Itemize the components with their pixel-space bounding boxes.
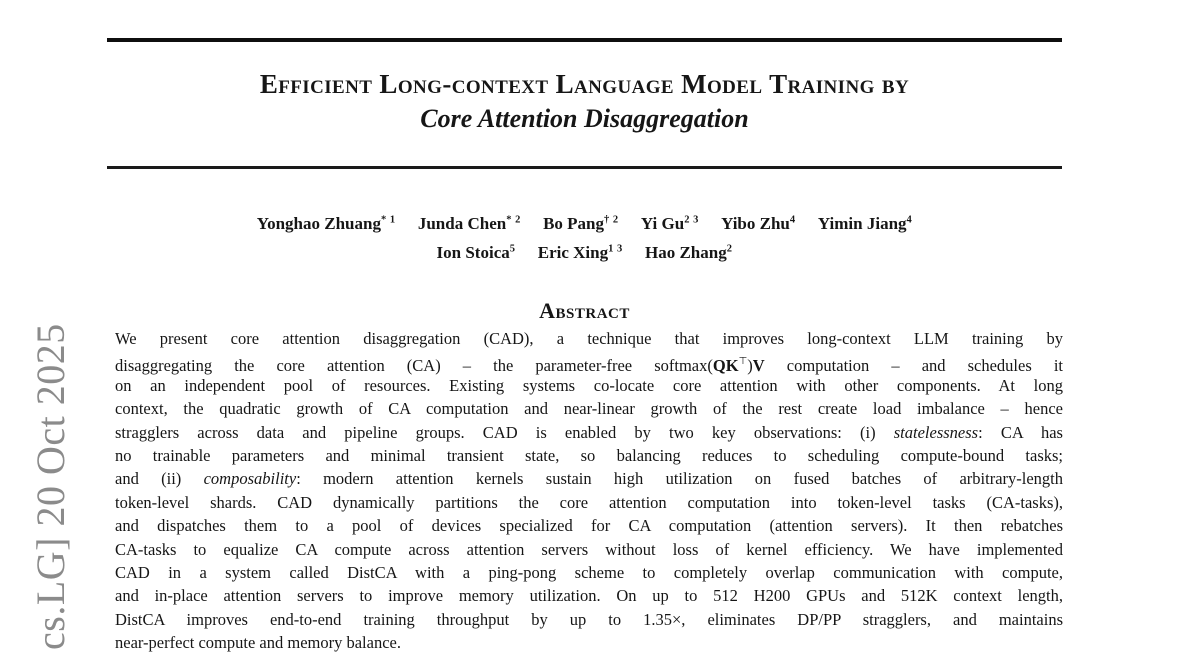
paper-title-line2: Core Attention Disaggregation: [420, 104, 749, 133]
author-affiliation-superscript: 4: [906, 214, 913, 225]
author: [721, 214, 796, 233]
author: [418, 214, 521, 233]
math-expression: ): [747, 356, 753, 376]
math-expression: softmax(: [654, 356, 713, 376]
abstract-line: [115, 350, 1064, 376]
author: [641, 214, 699, 233]
abstract-text-segment: no trainable parameters and minimal transient state, so balancing reduces to scheduling compute-bound tasks;: [115, 446, 1063, 466]
author-name: Yonghao Zhuang: [256, 213, 381, 233]
abstract-line: [115, 397, 1063, 420]
author-affiliation-superscript: * 1: [380, 214, 396, 225]
abstract-line: [115, 327, 1063, 350]
abstract-text-segment: near-perfect compute and memory balance.: [115, 633, 401, 653]
abstract-text-segment: CAD in a system called DistCA with a ping-pong scheme to completely overlap communication with compute,: [115, 563, 1063, 583]
author-affiliation-superscript: 4: [789, 214, 796, 225]
abstract-line: [115, 491, 1063, 514]
abstract-line: [115, 444, 1063, 467]
author: [538, 243, 623, 262]
title-rule-bottom: [107, 166, 1062, 169]
author-affiliation-superscript: * 2: [506, 214, 521, 225]
math-expression: V: [752, 356, 765, 376]
abstract-text-segment: token-level shards. CAD dynamically partitions the core attention computation into token-level tasks (CA-tasks),: [115, 492, 1063, 512]
abstract-text-segment: : CA has: [978, 422, 1063, 442]
abstract-line: [115, 374, 1063, 397]
author-affiliation-superscript: 2: [726, 243, 733, 255]
author: [818, 214, 912, 233]
abstract-text-segment: and in-place attention servers to improve memory utilization. On up to 512 H200 GPUs and 512K context length,: [115, 586, 1063, 606]
paper-title-line1: Efficient Long-context Language Model Training by: [259, 69, 910, 99]
abstract-text-segment: We present core attention disaggregation (CAD), a technique that improves long-context LLM training by: [115, 329, 1063, 348]
abstract-paragraph: [115, 327, 1063, 655]
abstract-line: [115, 421, 1063, 444]
abstract-line: [115, 467, 1063, 490]
author-name: Bo Pang: [543, 213, 605, 233]
abstract-text-segment: DistCA improves end-to-end training throughput by up to 1.35×, eliminates DP/PP stragglers, and maintains: [115, 609, 1063, 629]
author-name: Yi Gu: [640, 213, 685, 233]
abstract-text-segment: disaggregating the core attention (CA) – the parameter-free: [115, 356, 655, 376]
title-rule-top: [107, 38, 1062, 42]
author-affiliation-superscript: † 2: [604, 214, 619, 225]
author-row-1: [107, 207, 1062, 237]
author: [543, 214, 619, 233]
abstract-line: [115, 584, 1063, 607]
author: [645, 243, 732, 262]
abstract-text-segment: context, the quadratic growth of CA computation and near-linear growth of the rest create load imbalance – hence: [115, 399, 1063, 419]
abstract-text-segment: computation – and schedules it: [764, 356, 1064, 376]
abstract-text-segment-italic: composability: [203, 469, 297, 489]
author-affiliation-superscript: 1 3: [608, 243, 623, 255]
arxiv-watermark: cs.LG] 20 Oct 2025: [28, 323, 73, 650]
abstract-text-segment: CA-tasks to equalize CA compute across attention servers without loss of kernel efficiency. We have implemented: [115, 539, 1063, 559]
author-row-2: [107, 237, 1062, 267]
author: [437, 243, 516, 262]
abstract-line: [115, 514, 1063, 537]
abstract-text-segment: : modern attention kernels sustain high utilization on fused batches of arbitrary-length: [296, 469, 1064, 489]
author-name: Yimin Jiang: [817, 213, 907, 233]
abstract-text-segment: and dispatches them to a pool of devices specialized for CA computation (attention servers). It then rebatches: [115, 516, 1063, 536]
math-expression: QK: [712, 356, 739, 376]
author-name: Hao Zhang: [644, 243, 727, 262]
author-block: [107, 207, 1062, 266]
abstract-heading: Abstract: [539, 298, 630, 323]
math-superscript: ⊤: [738, 356, 748, 368]
author-affiliation-superscript: 5: [509, 243, 516, 255]
abstract-text-segment: and (ii): [115, 469, 204, 489]
abstract-text-segment: on an independent pool of resources. Existing systems co-locate core attention with other components. At long: [115, 375, 1063, 395]
author-name: Eric Xing: [537, 243, 609, 262]
author: [257, 214, 396, 233]
author-affiliation-superscript: 2 3: [684, 214, 699, 225]
abstract-line: [115, 631, 1063, 654]
abstract-line: [115, 538, 1063, 561]
author-name: Yibo Zhu: [721, 213, 790, 233]
abstract-text-segment: stragglers across data and pipeline groups. CAD is enabled by two key observations: (i): [115, 422, 894, 442]
abstract-line: [115, 561, 1063, 584]
abstract-line: [115, 608, 1063, 631]
author-name: Junda Chen: [417, 213, 507, 233]
abstract-text-segment-italic: statelessness: [893, 422, 979, 442]
author-name: Ion Stoica: [436, 243, 510, 262]
